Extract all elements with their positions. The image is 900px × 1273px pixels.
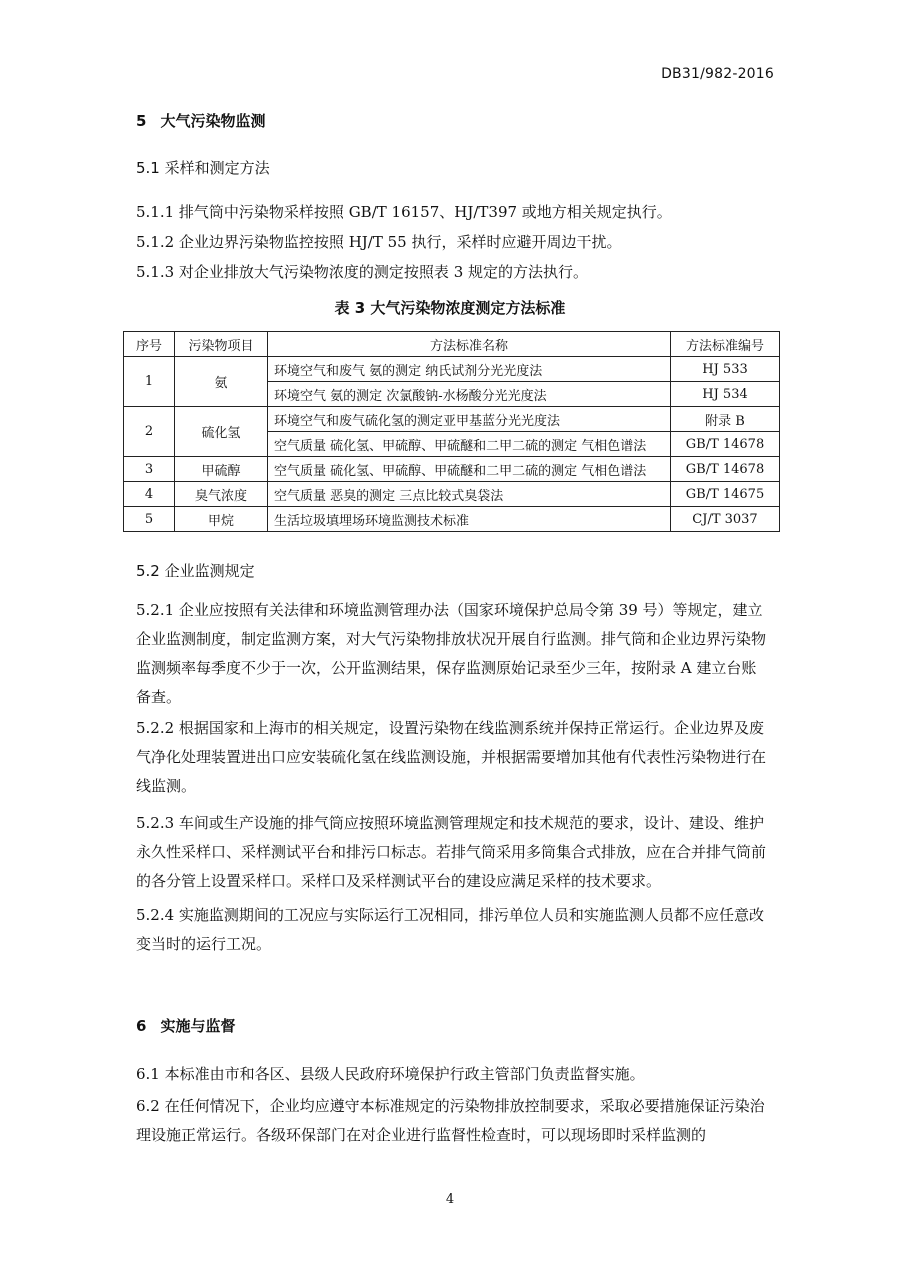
cell-method: 环境空气和废气 氨的测定 纳氏试剂分光光度法 — [268, 357, 671, 382]
header-cell-item: 污染物项目 — [175, 332, 268, 357]
cell-item: 甲烷 — [175, 507, 268, 532]
table-header-row — [124, 332, 780, 357]
header-cell-code: 方法标准编号 — [671, 332, 780, 357]
cell-method: 空气质量 硫化氢、甲硫醇、甲硫醚和二甲二硫的测定 气相色谱法 — [268, 432, 671, 457]
standard-code: DB31/982-2016 — [661, 66, 774, 82]
section-5-1-heading: 5.1 采样和测定方法 — [136, 159, 270, 177]
section-6-number: 6 — [136, 1017, 147, 1035]
section-5-2-heading: 5.2 企业监测规定 — [136, 562, 255, 580]
header-cell-no: 序号 — [124, 332, 175, 357]
paragraph-6-2: 6.2 在任何情况下，企业均应遵守本标准规定的污染物排放控制要求，采取必要措施保证污染治理设施正常运行。各级环保部门在对企业进行监督性检查时，可以现场即时采样监测的 — [136, 1097, 765, 1144]
paragraph-5-2-1: 5.2.1 企业应按照有关法律和环境监测管理办法（国家环境保护总局令第 39 号）等规定，建立企业监测制度，制定监测方案，对大气污染物排放状况开展自行监测。排气筒和企业边界污染物监测频率每季度不少于一次，公开监测结果，保存监测原始记录至少三年，按附录 A 建立台账备查。 — [136, 601, 767, 706]
cell-code: GB/T 14678 — [671, 457, 780, 482]
table-3-title: 表 3 大气污染物浓度测定方法标准 — [334, 299, 566, 317]
table-row — [124, 357, 780, 382]
cell-code: HJ 533 — [671, 357, 780, 382]
cell-no: 5 — [124, 507, 175, 532]
section-5-number: 5 — [136, 112, 147, 130]
cell-item: 臭气浓度 — [175, 482, 268, 507]
paragraph-5-2-4: 5.2.4 实施监测期间的工况应与实际运行工况相同，排污单位人员和实施监测人员都不应任意改变当时的运行工况。 — [136, 906, 764, 953]
table-row — [124, 407, 780, 432]
paragraph-5-2-3: 5.2.3 车间或生产设施的排气筒应按照环境监测管理规定和技术规范的要求，设计、建设、维护永久性采样口、采样测试平台和排污口标志。若排气筒采用多筒集合式排放，应在合并排气筒前的各分管上设置采样口。采样口及采样测试平台的建设应满足采样的技术要求。 — [136, 814, 767, 890]
paragraph-5-2-2: 5.2.2 根据国家和上海市的相关规定，设置污染物在线监测系统并保持正常运行。企业边界及废气净化处理装置进出口应安装硫化氢在线监测设施，并根据需要增加其他有代表性污染物进行在线监测。 — [136, 719, 767, 795]
cell-no: 2 — [124, 407, 175, 457]
section-5-title: 大气污染物监测 — [160, 112, 266, 130]
cell-code: GB/T 14675 — [671, 482, 780, 507]
cell-no: 1 — [124, 357, 175, 407]
paragraph-6-1: 6.1 本标准由市和各区、县级人民政府环境保护行政主管部门负责监督实施。 — [136, 1065, 645, 1083]
section-6-title: 实施与监督 — [160, 1017, 236, 1035]
table-row — [124, 457, 780, 482]
section-6-heading — [136, 1015, 235, 1036]
cell-code: HJ 534 — [671, 382, 780, 407]
page-number: 4 — [445, 1192, 455, 1207]
cell-method: 生活垃圾填埋场环境监测技术标准 — [268, 507, 671, 532]
cell-method: 环境空气 氨的测定 次氯酸钠-水杨酸分光光度法 — [268, 382, 671, 407]
table-row — [124, 482, 780, 507]
cell-method: 空气质量 硫化氢、甲硫醇、甲硫醚和二甲二硫的测定 气相色谱法 — [268, 457, 671, 482]
cell-item: 硫化氢 — [175, 407, 268, 457]
header-cell-method: 方法标准名称 — [268, 332, 671, 357]
cell-method: 空气质量 恶臭的测定 三点比较式臭袋法 — [268, 482, 671, 507]
section-5-heading — [136, 110, 265, 131]
cell-no: 3 — [124, 457, 175, 482]
cell-code: GB/T 14678 — [671, 432, 780, 457]
cell-code: CJ/T 3037 — [671, 507, 780, 532]
paragraph-5-1-3: 5.1.3 对企业排放大气污染物浓度的测定按照表 3 规定的方法执行。 — [136, 263, 589, 281]
cell-no: 4 — [124, 482, 175, 507]
table-row — [124, 507, 780, 532]
paragraph-5-1-1: 5.1.1 排气筒中污染物采样按照 GB/T 16157、HJ/T397 或地方相关规定执行。 — [136, 203, 672, 221]
cell-method: 环境空气和废气硫化氢的测定亚甲基蓝分光光度法 — [268, 407, 671, 432]
cell-code: 附录 B — [671, 407, 780, 432]
table-3 — [123, 331, 780, 532]
paragraph-5-1-2: 5.1.2 企业边界污染物监控按照 HJ/T 55 执行，采样时应避开周边干扰。 — [136, 233, 622, 251]
cell-item: 氨 — [175, 357, 268, 407]
cell-item: 甲硫醇 — [175, 457, 268, 482]
